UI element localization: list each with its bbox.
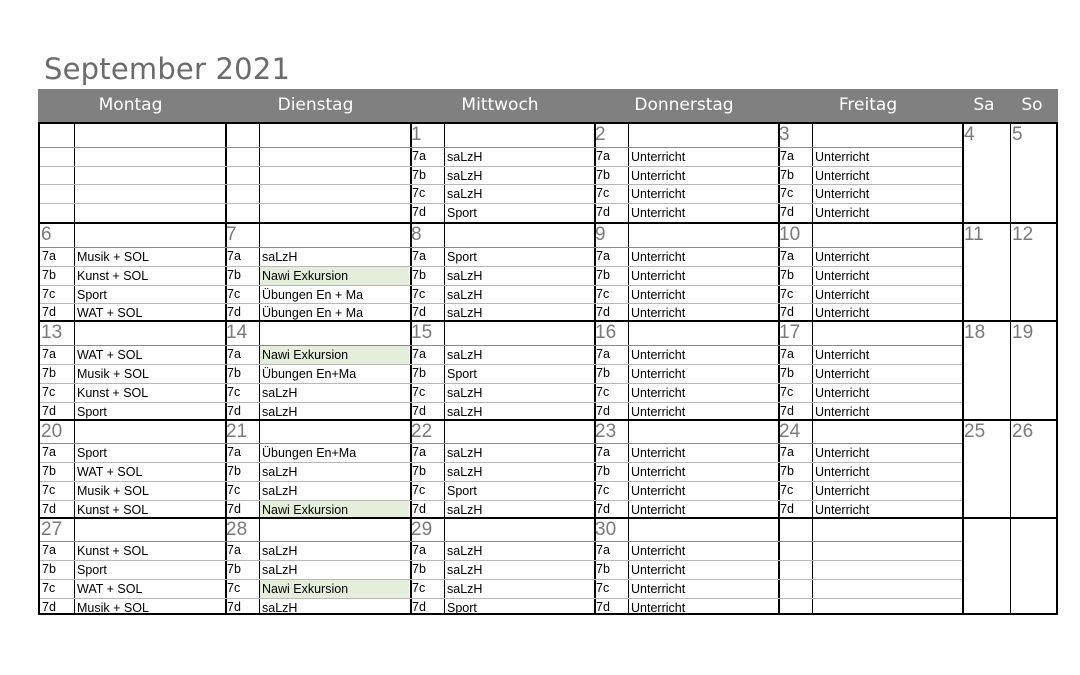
class-label: 7c <box>42 384 56 399</box>
class-label: 7a <box>42 445 56 460</box>
class-label: 7b <box>412 365 426 380</box>
class-label: 7c <box>780 482 794 497</box>
class-label: 7d <box>596 403 610 418</box>
class-label: 7c <box>780 286 794 301</box>
schedule-entry: saLzH <box>447 385 483 400</box>
class-label: 7b <box>412 167 426 182</box>
class-label <box>778 560 812 579</box>
schedule-entry <box>75 204 224 222</box>
class-label: 7d <box>780 205 794 220</box>
class-label: 7d <box>596 600 610 615</box>
header-freitag: Freitag <box>838 95 898 115</box>
schedule-entry: saLzH <box>262 404 298 419</box>
day-number: 23 <box>595 420 617 442</box>
class-label: 7d <box>227 305 241 320</box>
class-label: 7c <box>227 581 241 596</box>
class-label: 7a <box>42 346 56 361</box>
schedule-entry: WAT + SOL <box>77 582 143 597</box>
class-label: 7a <box>596 445 610 460</box>
class-label <box>778 541 812 560</box>
schedule-entry: Sport <box>447 601 477 616</box>
class-label: 7b <box>227 267 241 282</box>
class-label: 7a <box>596 543 610 558</box>
class-label: 7b <box>780 464 794 479</box>
calendar-week <box>40 517 1056 615</box>
class-label: 7b <box>596 464 610 479</box>
schedule-entry: saLzH <box>447 544 483 559</box>
saturday-number: 4 <box>964 124 975 145</box>
class-label: 7a <box>227 346 241 361</box>
class-label: 7c <box>227 482 241 497</box>
schedule-entry: saLzH <box>447 268 483 283</box>
schedule-entry: saLzH <box>447 306 483 321</box>
sunday-number <box>1011 519 1057 542</box>
schedule-entry: Unterricht <box>815 446 870 461</box>
class-label: 7d <box>412 305 426 320</box>
class-label: 7b <box>780 365 794 380</box>
day-number: 10 <box>779 224 801 246</box>
class-label: 7b <box>227 562 241 577</box>
schedule-entry: Unterricht <box>631 563 686 578</box>
class-label: 7a <box>412 346 426 361</box>
class-label: 7d <box>596 205 610 220</box>
calendar-week <box>40 419 1056 517</box>
schedule-entry: saLzH <box>447 563 483 578</box>
header-samstag: Sa <box>973 95 995 115</box>
class-label <box>225 147 259 166</box>
class-label: 7a <box>596 248 610 263</box>
schedule-entry: Sport <box>447 366 477 381</box>
calendar-week <box>40 320 1056 418</box>
class-label: 7b <box>42 267 56 282</box>
weekday-header <box>38 89 1058 122</box>
class-label: 7b <box>780 267 794 282</box>
class-label <box>778 579 812 598</box>
day-number: 22 <box>411 420 433 442</box>
schedule-entry: saLzH <box>262 465 298 480</box>
sunday-number: 19 <box>1012 322 1034 344</box>
schedule-entry: Sport <box>77 446 107 461</box>
header-sonntag: So <box>1021 95 1043 115</box>
schedule-entry: Übungen En+Ma <box>262 446 357 461</box>
day-number <box>778 519 812 542</box>
day-number: 8 <box>411 224 422 246</box>
schedule-entry: Kunst + SOL <box>77 385 149 400</box>
schedule-entry: Unterricht <box>631 544 686 559</box>
class-label: 7a <box>780 148 794 163</box>
day-number: 14 <box>226 322 248 344</box>
day-number: 7 <box>226 224 237 246</box>
schedule-entry: saLzH <box>262 563 298 578</box>
schedule-entry: Sport <box>447 206 477 221</box>
schedule-entry: saLzH <box>447 582 483 597</box>
schedule-entry: Nawi Exkursion <box>260 267 409 285</box>
day-number: 15 <box>411 322 433 344</box>
class-label: 7b <box>596 562 610 577</box>
day-number: 16 <box>595 322 617 344</box>
schedule-entry: Sport <box>77 563 107 578</box>
schedule-entry <box>75 148 224 166</box>
class-label: 7b <box>596 365 610 380</box>
schedule-entry <box>260 204 409 222</box>
class-label: 7a <box>412 148 426 163</box>
class-label: 7b <box>596 267 610 282</box>
schedule-entry: Unterricht <box>815 149 870 164</box>
schedule-entry: Unterricht <box>815 187 870 202</box>
schedule-entry: Unterricht <box>815 347 870 362</box>
schedule-entry <box>813 599 961 617</box>
day-number: 6 <box>41 224 52 246</box>
class-label <box>225 184 259 203</box>
schedule-entry: Unterricht <box>631 483 686 498</box>
class-label: 7c <box>596 482 610 497</box>
schedule-entry: Unterricht <box>815 287 870 302</box>
schedule-entry: Nawi Exkursion <box>260 346 409 364</box>
class-label: 7a <box>42 248 56 263</box>
sunday-number: 5 <box>1012 124 1023 145</box>
schedule-entry: WAT + SOL <box>77 465 143 480</box>
sunday-number: 12 <box>1012 224 1034 246</box>
schedule-entry: WAT + SOL <box>77 306 143 321</box>
calendar-grid <box>38 122 1058 615</box>
class-label: 7b <box>42 365 56 380</box>
schedule-entry: Übungen En+Ma <box>262 366 357 381</box>
schedule-entry: Musik + SOL <box>77 601 149 616</box>
header-donnerstag: Donnerstag <box>634 95 734 115</box>
class-label: 7a <box>412 445 426 460</box>
class-label: 7d <box>227 600 241 615</box>
day-number: 24 <box>779 420 801 442</box>
schedule-entry: Unterricht <box>631 446 686 461</box>
schedule-entry: Unterricht <box>631 465 686 480</box>
class-label: 7d <box>596 501 610 516</box>
schedule-entry: Unterricht <box>631 306 686 321</box>
day-number <box>225 124 259 147</box>
saturday-number: 25 <box>964 420 986 442</box>
class-label: 7c <box>412 581 426 596</box>
schedule-entry: Unterricht <box>815 268 870 283</box>
class-label: 7b <box>227 464 241 479</box>
schedule-entry: saLzH <box>447 187 483 202</box>
class-label: 7d <box>412 205 426 220</box>
saturday-number: 18 <box>964 322 986 344</box>
class-label: 7d <box>596 305 610 320</box>
header-montag: Montag <box>98 95 163 115</box>
schedule-entry: saLzH <box>447 446 483 461</box>
class-label: 7d <box>412 403 426 418</box>
class-label: 7c <box>780 186 794 201</box>
schedule-entry: Unterricht <box>631 168 686 183</box>
schedule-entry: Kunst + SOL <box>77 544 149 559</box>
class-label <box>225 203 259 222</box>
schedule-entry: Musik + SOL <box>77 483 149 498</box>
schedule-entry: Sport <box>77 404 107 419</box>
header-mittwoch: Mittwoch <box>461 95 539 115</box>
schedule-entry <box>260 185 409 203</box>
class-label: 7a <box>780 248 794 263</box>
schedule-entry: saLzH <box>262 385 298 400</box>
schedule-entry: Unterricht <box>631 268 686 283</box>
day-number: 2 <box>595 124 606 145</box>
class-label <box>778 598 812 617</box>
schedule-entry: saLzH <box>447 347 483 362</box>
schedule-entry: Übungen En + Ma <box>262 306 364 321</box>
schedule-entry: Unterricht <box>631 366 686 381</box>
schedule-entry: Unterricht <box>815 502 870 517</box>
class-label: 7b <box>412 562 426 577</box>
class-label: 7a <box>227 445 241 460</box>
schedule-entry: saLzH <box>447 287 483 302</box>
calendar-week <box>40 222 1056 320</box>
schedule-entry: Unterricht <box>815 249 870 264</box>
schedule-entry: WAT + SOL <box>77 347 143 362</box>
sunday-number: 26 <box>1012 420 1034 442</box>
class-label: 7d <box>412 501 426 516</box>
schedule-entry: Unterricht <box>631 149 686 164</box>
page-title: September 2021 <box>44 52 291 86</box>
schedule-entry: Unterricht <box>815 483 870 498</box>
class-label: 7a <box>780 346 794 361</box>
schedule-entry <box>75 185 224 203</box>
schedule-entry: Kunst + SOL <box>77 502 149 517</box>
class-label: 7b <box>596 167 610 182</box>
schedule-entry: Sport <box>447 249 477 264</box>
class-label <box>40 203 74 222</box>
schedule-entry: Unterricht <box>815 385 870 400</box>
class-label: 7c <box>596 384 610 399</box>
class-label: 7c <box>42 482 56 497</box>
class-label: 7b <box>227 365 241 380</box>
class-label: 7c <box>412 482 426 497</box>
day-number: 30 <box>595 518 617 540</box>
class-label: 7a <box>227 543 241 558</box>
schedule-entry: Nawi Exkursion <box>260 501 409 519</box>
class-label: 7c <box>412 186 426 201</box>
day-number: 28 <box>226 518 248 540</box>
schedule-entry: Unterricht <box>631 347 686 362</box>
schedule-entry <box>260 148 409 166</box>
class-label: 7c <box>42 286 56 301</box>
day-number: 17 <box>779 322 801 344</box>
schedule-entry: saLzH <box>447 502 483 517</box>
saturday-number <box>963 519 1011 542</box>
day-number: 1 <box>411 124 422 145</box>
day-number: 21 <box>226 420 248 442</box>
schedule-entry: Unterricht <box>815 306 870 321</box>
schedule-entry: saLzH <box>447 404 483 419</box>
schedule-entry: Unterricht <box>631 187 686 202</box>
class-label <box>225 166 259 185</box>
class-label: 7d <box>780 501 794 516</box>
class-label: 7d <box>412 600 426 615</box>
schedule-entry: Unterricht <box>815 366 870 381</box>
class-label: 7b <box>412 464 426 479</box>
schedule-entry: saLzH <box>447 465 483 480</box>
class-label <box>40 147 74 166</box>
schedule-entry: Musik + SOL <box>77 249 149 264</box>
schedule-entry: saLzH <box>262 249 298 264</box>
schedule-entry <box>75 167 224 185</box>
class-label: 7b <box>42 562 56 577</box>
schedule-entry: Sport <box>447 483 477 498</box>
day-number: 9 <box>595 224 606 246</box>
schedule-entry: saLzH <box>262 601 298 616</box>
day-number: 13 <box>41 322 63 344</box>
class-label: 7c <box>596 186 610 201</box>
class-label: 7b <box>42 464 56 479</box>
schedule-entry: Unterricht <box>815 404 870 419</box>
class-label: 7c <box>780 384 794 399</box>
class-label: 7a <box>596 346 610 361</box>
class-label <box>40 184 74 203</box>
saturday-number: 11 <box>964 224 984 246</box>
schedule-entry: Unterricht <box>631 601 686 616</box>
class-label: 7c <box>227 384 241 399</box>
class-label: 7a <box>227 248 241 263</box>
class-label: 7c <box>412 384 426 399</box>
schedule-entry: Nawi Exkursion <box>260 580 409 598</box>
day-number: 29 <box>411 518 433 540</box>
schedule-entry: saLzH <box>447 168 483 183</box>
schedule-entry: Unterricht <box>631 385 686 400</box>
schedule-entry: Unterricht <box>631 249 686 264</box>
schedule-entry: Sport <box>77 287 107 302</box>
schedule-entry: Unterricht <box>631 582 686 597</box>
schedule-entry: Unterricht <box>631 206 686 221</box>
class-label: 7d <box>227 403 241 418</box>
schedule-entry: Unterricht <box>631 502 686 517</box>
header-dienstag: Dienstag <box>277 95 354 115</box>
class-label: 7c <box>412 286 426 301</box>
schedule-entry: Musik + SOL <box>77 366 149 381</box>
class-label: 7a <box>780 445 794 460</box>
class-label: 7a <box>412 543 426 558</box>
schedule-entry: Unterricht <box>631 287 686 302</box>
class-label: 7d <box>42 305 56 320</box>
class-label: 7a <box>42 543 56 558</box>
schedule-entry: saLzH <box>447 149 483 164</box>
schedule-entry: Unterricht <box>631 404 686 419</box>
class-label: 7c <box>596 286 610 301</box>
class-label: 7b <box>780 167 794 182</box>
schedule-entry: Kunst + SOL <box>77 268 149 283</box>
schedule-entry <box>813 542 961 560</box>
class-label: 7d <box>780 305 794 320</box>
class-label: 7c <box>227 286 241 301</box>
class-label: 7d <box>227 501 241 516</box>
day-number <box>40 124 74 147</box>
schedule-entry: Unterricht <box>815 465 870 480</box>
schedule-entry: saLzH <box>262 483 298 498</box>
schedule-entry: Unterricht <box>815 206 870 221</box>
class-label: 7d <box>780 403 794 418</box>
class-label: 7a <box>596 148 610 163</box>
class-label: 7d <box>42 501 56 516</box>
schedule-entry <box>813 580 961 598</box>
schedule-entry: Unterricht <box>815 168 870 183</box>
schedule-entry <box>260 167 409 185</box>
class-label: 7d <box>42 600 56 615</box>
day-number: 27 <box>41 518 63 540</box>
schedule-entry: saLzH <box>262 544 298 559</box>
schedule-entry <box>813 561 961 579</box>
class-label: 7d <box>42 403 56 418</box>
class-label: 7b <box>412 267 426 282</box>
class-label: 7c <box>42 581 56 596</box>
day-number: 3 <box>779 124 790 145</box>
schedule-entry: Übungen En + Ma <box>262 287 364 302</box>
class-label: 7c <box>596 581 610 596</box>
calendar-week <box>40 124 1056 222</box>
class-label <box>40 166 74 185</box>
day-number: 20 <box>41 420 63 442</box>
class-label: 7a <box>412 248 426 263</box>
